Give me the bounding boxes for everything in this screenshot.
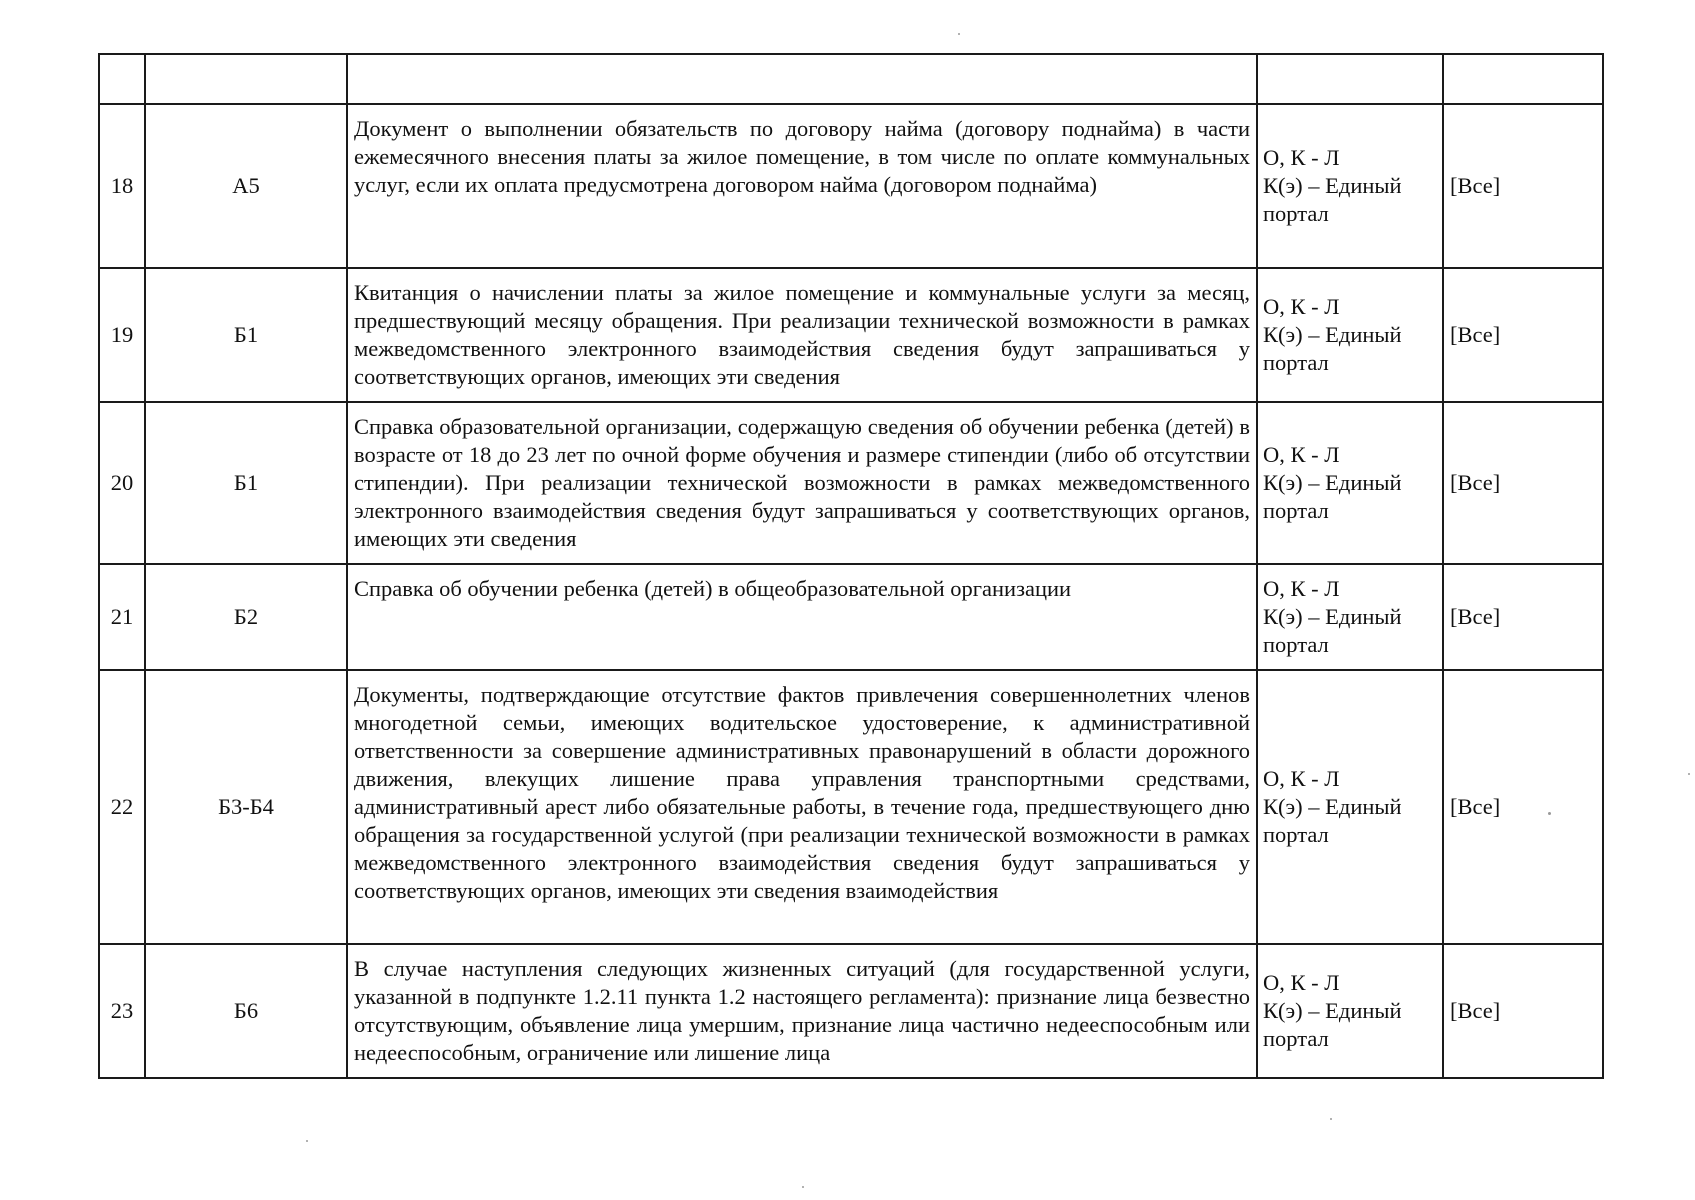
applicant-category: [Все] bbox=[1443, 944, 1603, 1078]
table-row bbox=[99, 402, 1603, 564]
table-row bbox=[99, 944, 1603, 1078]
form-line: К(э) – Единый bbox=[1263, 470, 1402, 495]
document-description: Документ о выполнении обязательств по договору найма (договору поднайма) в части ежемесячного внесения платы за жилое помещение, в том числе по оплате коммунальных услуг, если их оплата предусмотрена договором найма (договором поднайма) bbox=[347, 104, 1257, 268]
form-line: К(э) – Единый bbox=[1263, 794, 1402, 819]
form-line: портал bbox=[1263, 1026, 1329, 1051]
submission-form bbox=[1257, 564, 1443, 670]
document-description: Справка образовательной организации, содержащую сведения об обучении ребенка (детей) в возрасте от 18 до 23 лет по очной форме обучения и размере стипендии (либо об отсутствии стипендии). При реализации технической возможности в рамках межведомственного электронного взаимодействия сведения будут запрашиваться у соответствующих органов, имеющих эти сведения bbox=[347, 402, 1257, 564]
table-row bbox=[99, 564, 1603, 670]
document-code: Б2 bbox=[145, 564, 347, 670]
form-line: О, К - Л bbox=[1263, 766, 1340, 791]
header-cell bbox=[347, 54, 1257, 104]
applicant-category: [Все] bbox=[1443, 268, 1603, 402]
document-description: Квитанция о начислении платы за жилое помещение и коммунальные услуги за месяц, предшествующий месяцу обращения. При реализации технической возможности в рамках межведомственного электронного взаимодействия сведения будут запрашиваться у соответствующих органов, имеющих эти сведения bbox=[347, 268, 1257, 402]
form-line: К(э) – Единый bbox=[1263, 173, 1402, 198]
header-cell bbox=[1443, 54, 1603, 104]
row-number: 19 bbox=[99, 268, 145, 402]
scan-speck bbox=[1688, 773, 1690, 775]
form-line: портал bbox=[1263, 632, 1329, 657]
form-line: К(э) – Единый bbox=[1263, 322, 1402, 347]
form-line: портал bbox=[1263, 822, 1329, 847]
scan-speck bbox=[1330, 1118, 1332, 1120]
submission-form bbox=[1257, 670, 1443, 944]
scan-speck bbox=[958, 33, 960, 35]
submission-form bbox=[1257, 104, 1443, 268]
table-row bbox=[99, 268, 1603, 402]
row-number: 21 bbox=[99, 564, 145, 670]
form-line: О, К - Л bbox=[1263, 970, 1340, 995]
document-code: Б3-Б4 bbox=[145, 670, 347, 944]
row-number: 18 bbox=[99, 104, 145, 268]
form-line: К(э) – Единый bbox=[1263, 998, 1402, 1023]
row-number: 22 bbox=[99, 670, 145, 944]
header-cell bbox=[1257, 54, 1443, 104]
form-line: К(э) – Единый bbox=[1263, 604, 1402, 629]
form-line: О, К - Л bbox=[1263, 442, 1340, 467]
applicant-category: [Все] bbox=[1443, 564, 1603, 670]
document-description: В случае наступления следующих жизненных ситуаций (для государственной услуги, указанной в подпункте 1.2.11 пункта 1.2 настоящего регламента): признание лица безвестно отсутствующим, объявление лица умершим, признание лица частично недееспособным или недееспособным, ограничение или лишение лица bbox=[347, 944, 1257, 1078]
form-line: портал bbox=[1263, 201, 1329, 226]
form-line: О, К - Л bbox=[1263, 145, 1340, 170]
table-header-row bbox=[99, 54, 1603, 104]
applicant-category: [Все] bbox=[1443, 104, 1603, 268]
submission-form bbox=[1257, 268, 1443, 402]
documents-table bbox=[98, 53, 1604, 1079]
submission-form bbox=[1257, 944, 1443, 1078]
header-cell bbox=[99, 54, 145, 104]
submission-form bbox=[1257, 402, 1443, 564]
document-description: Документы, подтверждающие отсутствие фактов привлечения совершеннолетних членов многодетной семьи, имеющих водительское удостоверение, к административной ответственности за совершение административных правонарушений в области дорожного движения, влекущих лишение права управления транспортными средствами, административный арест либо обязательные работы, в течение года, предшествующего дню обращения за государственной услугой (при реализации технической возможности в рамках межведомственного электронного взаимодействия сведения будут запрашиваться у соответствующих органов, имеющих эти сведения взаимодействия bbox=[347, 670, 1257, 944]
scan-speck bbox=[306, 1140, 308, 1142]
form-line: портал bbox=[1263, 350, 1329, 375]
document-code: Б6 bbox=[145, 944, 347, 1078]
table-row bbox=[99, 104, 1603, 268]
row-number: 23 bbox=[99, 944, 145, 1078]
header-cell bbox=[145, 54, 347, 104]
document-description: Справка об обучении ребенка (детей) в общеобразовательной организации bbox=[347, 564, 1257, 670]
scan-speck bbox=[802, 1186, 804, 1188]
form-line: О, К - Л bbox=[1263, 294, 1340, 319]
form-line: О, К - Л bbox=[1263, 576, 1340, 601]
applicant-category: [Все] bbox=[1443, 670, 1603, 944]
row-number: 20 bbox=[99, 402, 145, 564]
document-code: Б1 bbox=[145, 268, 347, 402]
document-code: А5 bbox=[145, 104, 347, 268]
table-row bbox=[99, 670, 1603, 944]
document-code: Б1 bbox=[145, 402, 347, 564]
applicant-category: [Все] bbox=[1443, 402, 1603, 564]
form-line: портал bbox=[1263, 498, 1329, 523]
